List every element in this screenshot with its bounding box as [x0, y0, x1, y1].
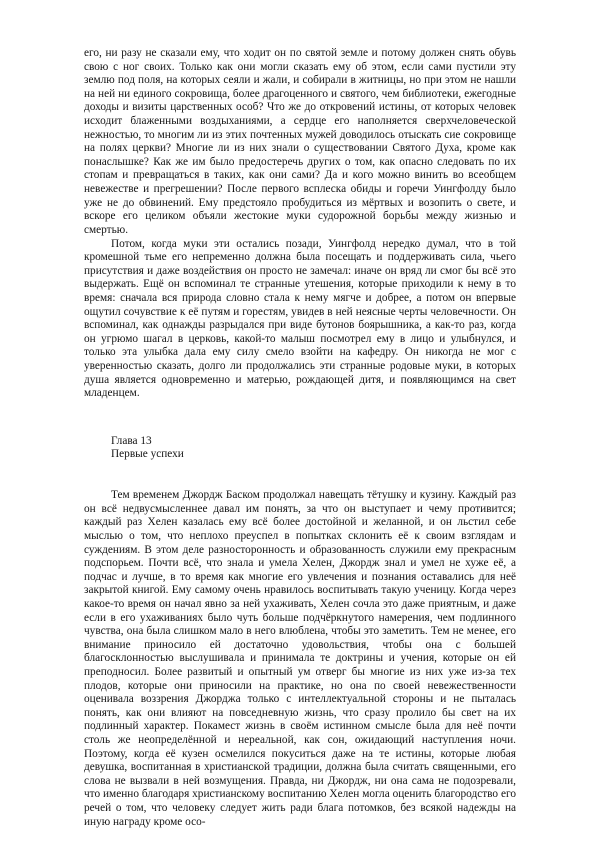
body-paragraph: Потом, когда муки эти остались позади, Уингфолд нередко думал, что в той кромешной тьме его непременно должна была посещать и поддерживать сила, чьего присутствия и даже воздействия он просто не замечал: иначе он вряд ли смог бы всё это выдержать. Ещё он вспоминал те странные утешения, которые приходили к нему в то время: сначала вся природа словно стала к нему мягче и добрее, а потом он впервые ощутил сочувствие к её путям и горестям, увидев в ней неясные черты человечности. Он вспоминал, как однажды разрыдался при виде бутонов боярышника, а как-то раз, когда он угрюмо шагал в церковь, какой-то малыш посмотрел ему в лицо и улыбнулся, и только эта улыбка дала ему силу смело взойти на кафедру. Он никогда не мог с уверенностью сказать, долго ли продолжались эти странные родовые муки, в которых душа является одновременно и матерью, рождающей дитя, и появляющимся на свет младенцем. [84, 237, 516, 400]
body-paragraph: его, ни разу не сказали ему, что ходит он по святой земле и потому должен снять обувь свою с ног своих. Только как они могли сказать ему об этом, если сами пустили эту землю под поля, на которых сеяли и жали, и собирали в житницы, но при этом не нашли на ней ни единого сокровища, более драгоценного и святого, чем библиотеки, ежегодные доходы и визиты царственных особ? Что же до откровений истины, от которых человек исходит блаженными воздыханиями, а сердце его наполняется сверхчеловеческой нежностью, то многим ли из этих почтенных мужей доводилось отыскать сие сокровище на полях церкви? Многие ли из них знали о существовании Святого Духа, кроме как понаслышке? Как же им было предостеречь других о том, как опасно следовать по их стопам и превращаться в таких, как они сами? Да и кого можно винить во всеобщем невежестве и прегрешении? После первого всплеска обиды и горечи Уингфолду было уже не до обвинений. Ему предстояло пробудиться из мёртвых и возопить о свете, и вскоре его целиком объяли жестокие муки судорожной борьбы между жизнью и смертью. [84, 47, 516, 236]
body-paragraph: Тем временем Джордж Баском продолжал навещать тётушку и кузину. Каждый раз он всё недвусмысленнее давал им понять, за что он выступает и чему противится; каждый раз Хелен казалась ему всё более достойной и желанной, и он льстил себе мыслью о том, что неплохо преуспел в попытках склонить её к своим взглядам и суждениям. В этом деле разносторонность и образованность служили ему прекрасным подспорьем. Почти всё, что знала и умела Хелен, Джордж знал и умел не хуже её, а подчас и лучше, в то время как многие его увлечения и познания оставались для неё закрытой книгой. Ему самому очень нравилось воспитывать такую ученицу. Когда через какое-то время он начал явно за ней ухаживать, Хелен сочла это даже приятным, и даже если в его ухаживаниях было чуть больше подчёркнутого намерения, чем подлинного чувства, она была слишком мало в него влюблена, чтобы это заметить. Тем не менее, его внимание приносило ей достаточно удовольствия, чтобы она с большей благосклонностью выслушивала и принимала те доктрины и учения, которые он ей преподносил. Более развитый и опытный ум отверг бы многие из них уже из-за тех плодов, которые они приносили на практике, но она по своей невежественности оценивала воззрения Джорджа только с интеллектуальной стороны и не пыталась понять, как они влияют на повседневную жизнь, что сразу пролило бы свет на их подлинный характер. Покамест жизнь в своём истинном смысле была для неё почти столь же неопределённой и нереальной, как сон, ожидающий наступления ночи. Поэтому, когда её кузен осмелился покуситься даже на те истины, которые любая девушка, воспитанная в христианской традиции, должна была считать священными, его слова не вызвали в ней возмущения. Правда, ни Джордж, ни она сама не подозревали, что именно благодаря христианскому воспитанию Хелен могла оценить благородство его речей о том, что человеку следует жить ради блага потомков, без всякой надежды на иную награду кроме осо- [84, 489, 516, 828]
chapter-number: Глава 13 [111, 434, 152, 447]
chapter-heading [84, 435, 516, 462]
chapter-title: Первые успехи [111, 448, 184, 461]
